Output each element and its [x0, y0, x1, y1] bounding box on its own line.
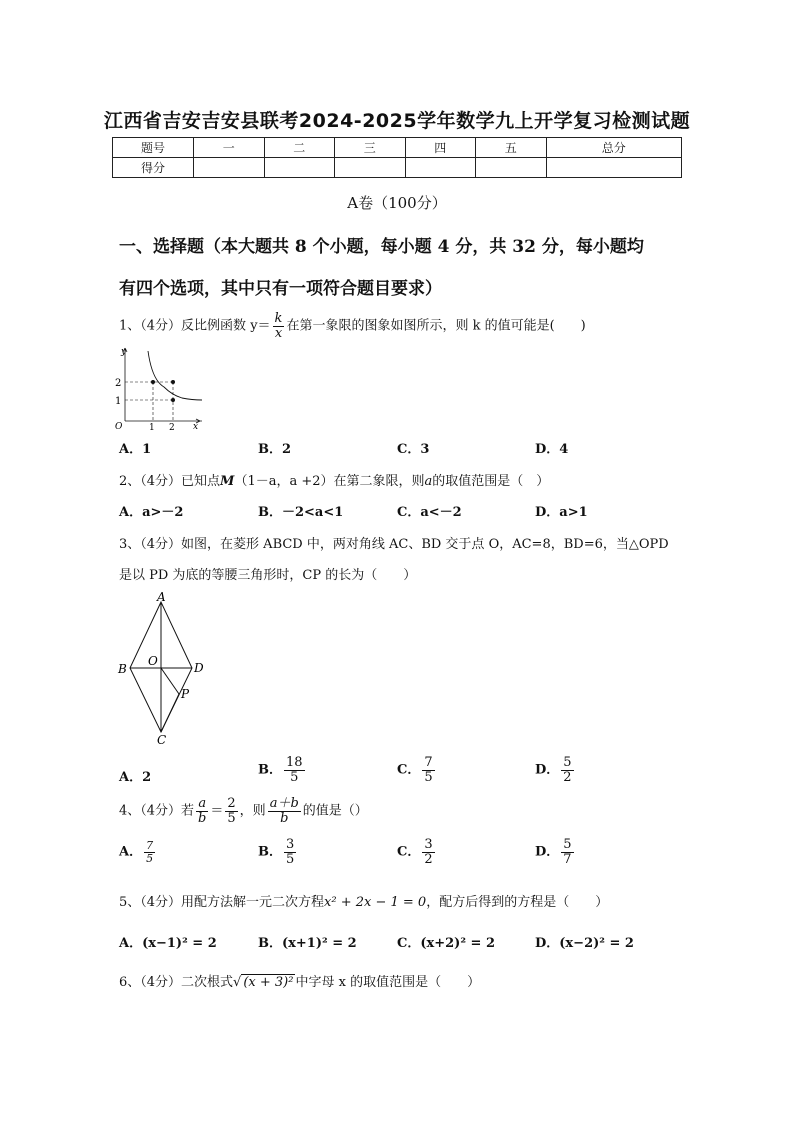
q2-var-a: a [424, 474, 433, 489]
q1-label-x1: 1 [149, 423, 155, 431]
frac-den: 5 [290, 769, 299, 785]
frac-den: 2 [563, 769, 572, 785]
q2-text-c: 的取值范围是（ ） [432, 474, 550, 489]
question-2 [119, 470, 549, 489]
frac-num: 5 [563, 755, 572, 770]
q4-option-c-fraction [422, 838, 434, 866]
q1-label-x: x [193, 422, 199, 431]
frac-num: a [196, 797, 208, 812]
q5-prefix: 5、（4分）用配方法解一元二次方程 [119, 895, 325, 910]
q1-label-y1: 1 [115, 396, 122, 407]
frac-num: 3 [286, 837, 295, 852]
q5-option-b[interactable]: B．(x+1)² = 2 [258, 936, 357, 951]
q3-option-c-label: C． [397, 762, 421, 778]
q2-option-b[interactable]: B．－2<a<1 [258, 505, 344, 520]
q3-label-o: O [148, 654, 158, 668]
score-cell[interactable] [264, 158, 335, 178]
q1-y-equals: y＝ [250, 318, 271, 334]
q4-option-a[interactable] [119, 840, 157, 864]
score-cell[interactable] [405, 158, 476, 178]
q3-option-b[interactable] [258, 756, 307, 784]
q1-point-1-2 [151, 380, 155, 384]
q3-label-a: A [157, 590, 166, 604]
frac-den: b [198, 810, 207, 826]
q1-label-y: y [121, 347, 127, 357]
frac-den: b [280, 810, 289, 826]
q5-suffix: ，配方后得到的方程是（ ） [426, 895, 609, 910]
q3-label-p: P [181, 687, 190, 701]
q5-equation: x² + 2x − 1 = 0 [324, 895, 427, 910]
q4-option-d-label: D． [535, 844, 560, 860]
score-header-cell: 二 [264, 138, 335, 158]
score-header-cell: 三 [335, 138, 406, 158]
q1-option-a[interactable]: A．1 [119, 442, 152, 457]
q6-suffix: 中字母 x 的取值范围是（ ） [295, 975, 481, 990]
q3-option-d[interactable] [535, 756, 576, 784]
q2-text-b: （1－a，a +2）在第二象限，则 [234, 474, 425, 489]
score-table [112, 137, 682, 178]
q4-option-d-fraction [561, 838, 573, 866]
q3-label-d: D [194, 661, 204, 675]
q6-prefix: 6、（4分）二次根式 [119, 975, 234, 990]
q4-fraction-2-5 [225, 797, 237, 825]
frac-den: 5 [286, 851, 295, 867]
score-header-cell: 四 [405, 138, 476, 158]
q3-line1: 3、（4分）如图，在菱形 ABCD 中，两对角线 AC、BD 交于点 O，AC=8，BD=6，当△OPD [119, 537, 669, 552]
q5-option-d[interactable]: D．(x−2)² = 2 [535, 936, 634, 951]
q4-fraction-apb-b [268, 797, 301, 825]
q1-option-d[interactable]: D．4 [535, 442, 569, 457]
q6-radical: (x + 3)² [243, 975, 294, 990]
q4-mid: ，则 [239, 803, 266, 819]
q2-option-c[interactable]: C．a<－2 [397, 505, 462, 520]
q1-option-b[interactable]: B．2 [258, 442, 292, 457]
score-cell[interactable] [476, 158, 547, 178]
q4-equals: ＝ [210, 803, 224, 819]
q3-option-b-fraction [284, 756, 305, 784]
q4-option-b[interactable] [258, 838, 298, 866]
part1-heading-line2: 有四个选项，其中只有一项符合题目要求） [119, 279, 442, 299]
score-row-label: 得分 [113, 158, 194, 178]
q3-line2: 是以 PD 为底的等腰三角形时，CP 的长为（ ） [119, 568, 417, 583]
q1-number: 1、（4分）反比例函数 [119, 318, 247, 334]
q1-label-origin: O [115, 422, 123, 431]
q1-label-x2: 2 [169, 423, 175, 431]
q4-prefix: 4、（4分）若 [119, 803, 195, 819]
q4-option-b-label: B． [258, 844, 282, 860]
q3-option-c[interactable] [397, 756, 437, 784]
frac-num: 7 [146, 839, 154, 852]
score-header-cell: 总分 [546, 138, 682, 158]
q1-hyperbola [148, 351, 202, 400]
q4-option-c[interactable] [397, 838, 437, 866]
q3-segment-op [161, 668, 179, 694]
score-header-cell: 题号 [113, 138, 194, 158]
q4-option-c-label: C． [397, 844, 421, 860]
question-6 [119, 971, 480, 990]
q4-option-a-fraction [144, 840, 155, 864]
q3-rhombus-figure [114, 590, 214, 750]
q1-point-2-2 [171, 380, 175, 384]
q4-option-d[interactable] [535, 838, 576, 866]
q1-frac-den: x [274, 325, 283, 341]
score-cell[interactable] [546, 158, 682, 178]
q1-point-2-1 [171, 398, 175, 402]
q3-label-c: C [157, 733, 167, 747]
question-5 [119, 891, 608, 910]
q3-label-b: B [118, 662, 127, 676]
q1-option-c[interactable]: C．3 [397, 442, 430, 457]
frac-num: 3 [424, 837, 433, 852]
q2-point-m: M [220, 474, 235, 489]
q2-option-d[interactable]: D．a>1 [535, 505, 588, 520]
score-table-header-row [113, 138, 682, 158]
frac-num: 2 [227, 796, 236, 811]
q4-option-a-label: A． [119, 844, 143, 860]
frac-den: 5 [146, 851, 154, 865]
frac-den: 5 [424, 769, 433, 785]
q3-segment-cp [161, 694, 179, 732]
page-title: 江西省吉安吉安县联考2024-2025学年数学九上开学复习检测试题 [103, 110, 691, 132]
frac-den: 7 [563, 851, 572, 867]
frac-num: a＋b [269, 796, 299, 811]
q3-option-c-fraction [422, 756, 434, 784]
frac-den: 5 [227, 810, 236, 826]
score-table-score-row [113, 158, 682, 178]
frac-num: 7 [424, 755, 433, 770]
q1-frac-num: k [274, 311, 283, 326]
q4-fraction-a-b [196, 797, 208, 825]
q1-fraction [273, 312, 285, 340]
q3-option-b-label: B． [258, 762, 282, 778]
frac-num: 18 [286, 755, 303, 770]
q3-option-d-label: D． [535, 762, 560, 778]
part1-heading-line1: 一、选择题（本大题共 8 个小题，每小题 4 分，共 32 分，每小题均 [119, 237, 644, 257]
question-4 [119, 797, 368, 825]
frac-den: 2 [424, 851, 433, 867]
score-header-cell: 一 [194, 138, 265, 158]
q1-label-y2: 2 [115, 378, 122, 389]
q3-option-a[interactable]: A．2 [119, 770, 152, 785]
q5-option-a[interactable]: A．(x−1)² = 2 [119, 936, 217, 951]
q2-option-a[interactable]: A．a>－2 [119, 505, 184, 520]
q2-text-a: 2、（4分）已知点 [119, 474, 221, 489]
question-1 [119, 312, 586, 340]
frac-num: 5 [563, 837, 572, 852]
q4-suffix: 的值是（） [302, 803, 368, 819]
q1-rest: 在第一象限的图象如图所示，则 k 的值可能是( ) [286, 318, 586, 334]
score-header-cell: 五 [476, 138, 547, 158]
q4-option-b-fraction [284, 838, 296, 866]
section-a-heading: A卷（100分） [347, 194, 447, 212]
q1-graph [112, 343, 207, 431]
sqrt-icon: √ [233, 975, 242, 990]
score-cell[interactable] [335, 158, 406, 178]
q5-option-c[interactable]: C．(x+2)² = 2 [397, 936, 496, 951]
q3-option-d-fraction [561, 756, 573, 784]
score-cell[interactable] [194, 158, 265, 178]
